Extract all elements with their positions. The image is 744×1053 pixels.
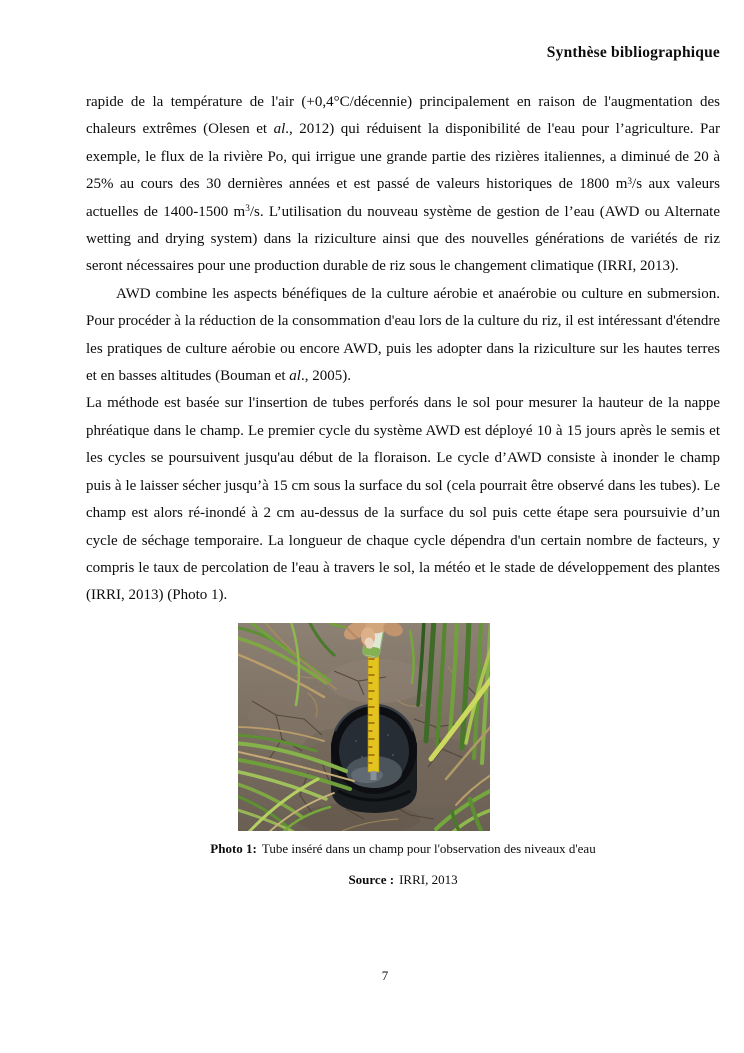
- paragraphs: [86, 89, 720, 610]
- photo-source-label: Source :: [348, 871, 395, 887]
- field-photo: [238, 623, 490, 831]
- photo-caption-text: Tube inséré dans un champ pour l'observation des niveaux d'eau: [261, 840, 596, 856]
- figure-block: [86, 623, 720, 888]
- paragraph: rapide de la température de l'air (+0,4°C/décennie) principalement en raison de l'augmentation des chaleurs extrêmes (Olesen et al., 2012) qui réduisent la disponibilité de l'eau pour l’agriculture. Par exemple, le flux de la rivière Po, qui irrigue une grande partie des rizières italiennes, a diminué de 20 à 25% au cours des 30 dernières années et est passé de valeurs historiques de 1800 $m^3/s$ aux valeurs actuelles de 1400-1500 $m^3/s$. L’utilisation du nouveau système de gestion de l’eau (AWD ou Alternate wetting and drying system) dans la riziculture ainsi que des nouvelles générations de variétés de riz seront nécessaires pour une production durable de riz sous le changement climatique (IRRI, 2013).: [86, 94, 720, 275]
- photo-frame: [238, 623, 490, 831]
- paragraph: La méthode est basée sur l'insertion de tubes perforés dans le sol pour mesurer la hauteur de la nappe phréatique dans le champ. Le premier cycle du système AWD est déployé 10 à 15 jours après le semis et les cycles se poursuivent jusqu'au début de la floraison. Le cycle d’AWD consiste à inonder le champ puis à le laisser sécher jusqu’à 15 cm sous la surface du sol (cela pourrait être observé dans les tubes). Le champ est alors ré-inondé à 2 cm au-dessus de la surface du sol puis cette étape sera poursuivie d’un cycle de séchage temporaire. La longueur de chaque cycle dépendra d'un certain nombre de facteurs, y compris le taux de percolation de l'eau à travers le sol, la météo et le stade de développement des plantes (IRRI, 2013) (Photo 1).: [86, 395, 720, 604]
- photo-caption-label: Photo 1:: [210, 840, 257, 856]
- page-number: 7: [381, 968, 389, 983]
- text-column: [86, 44, 720, 888]
- running-header: Synthèse bibliographique: [546, 44, 720, 61]
- photo-source-text: IRRI, 2013: [399, 871, 458, 887]
- measuring-tape: [368, 651, 379, 780]
- paragraph: AWD combine les aspects bénéfiques de la culture aérobie et anaérobie ou culture en submersion. Pour procéder à la réduction de la consommation d'eau lors de la culture du riz, il est intéressant d'étendre les pratiques de culture aérobie ou encore AWD, puis les adopter dans la riziculture sur les hautes terres et en basses altitudes (Bouman et al., 2005).: [86, 285, 720, 385]
- photo-caption: [86, 841, 720, 857]
- photo-source: [86, 872, 720, 888]
